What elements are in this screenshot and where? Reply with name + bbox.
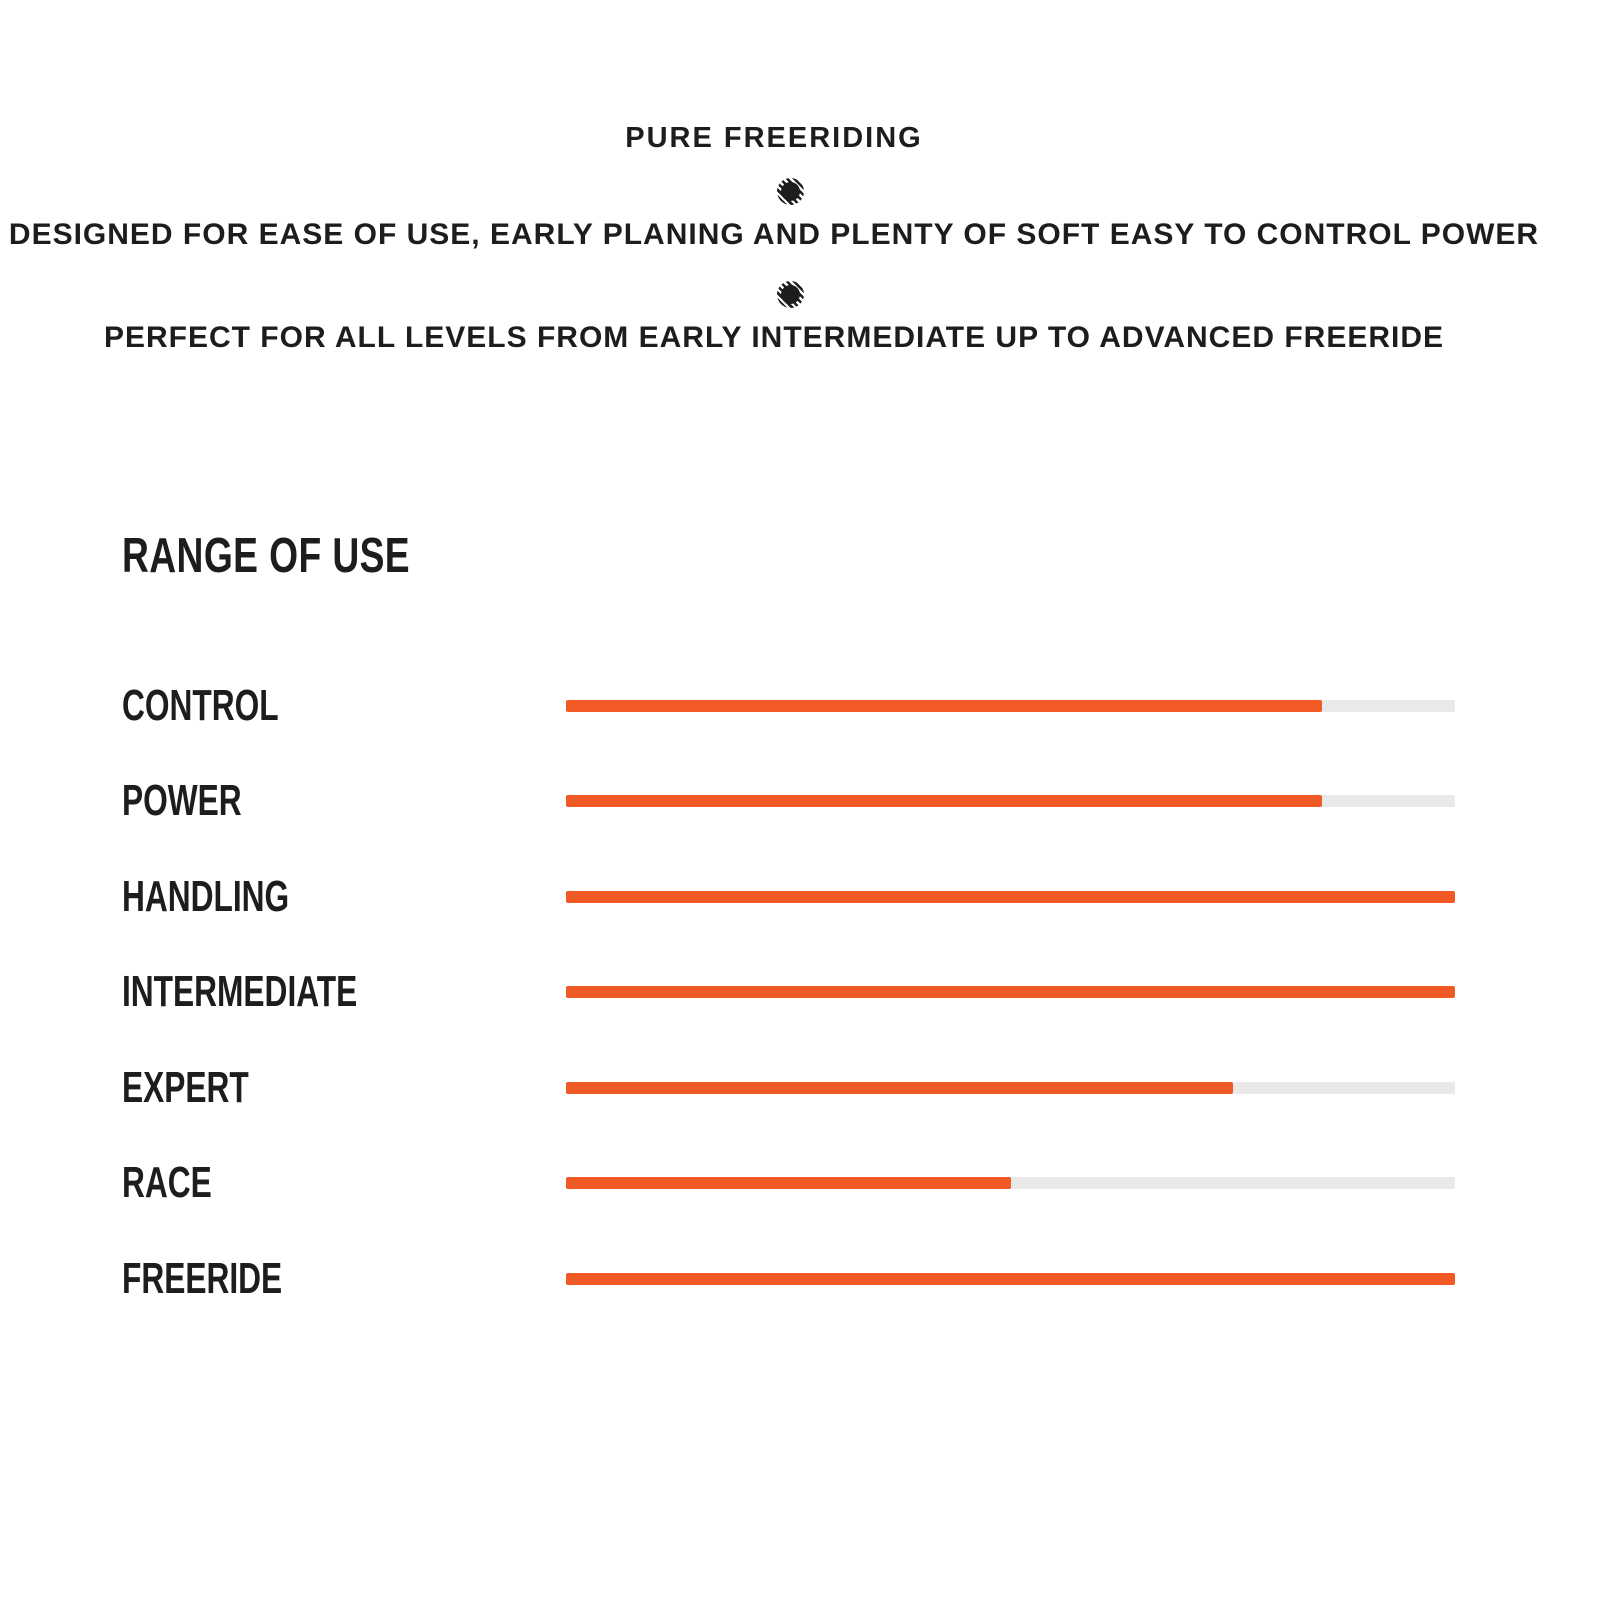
chart-row	[0, 1231, 1600, 1327]
bar-fill	[566, 891, 1455, 903]
row-label	[122, 1158, 247, 1208]
chart-title	[122, 529, 501, 583]
bar-track	[566, 700, 1455, 712]
row-label-text: EXPERT	[122, 1062, 249, 1112]
scribble-dot-icon	[777, 281, 804, 308]
row-label-text: HANDLING	[122, 871, 290, 921]
row-label	[122, 776, 288, 826]
chart-title-text: RANGE OF USE	[122, 529, 411, 583]
row-label-text: RACE	[122, 1158, 212, 1208]
chart-row	[0, 1040, 1600, 1136]
description-line-2: PERFECT FOR ALL LEVELS FROM EARLY INTERMEDIATE UP TO ADVANCED FREERIDE	[103, 321, 1445, 354]
bar-fill	[566, 1082, 1233, 1094]
row-label-text: INTERMEDIATE	[122, 967, 358, 1017]
range-of-use-chart	[0, 658, 1600, 1327]
chart-row	[0, 1136, 1600, 1232]
bar-track	[566, 1082, 1455, 1094]
row-label	[122, 1254, 344, 1304]
row-label	[122, 872, 354, 922]
row-label	[122, 1063, 298, 1113]
bar-fill	[566, 1177, 1011, 1189]
chart-row	[0, 658, 1600, 754]
scribble-dot-icon	[777, 178, 804, 205]
bar-track	[566, 1273, 1455, 1285]
row-label-text: CONTROL	[122, 680, 279, 730]
row-label-text: FREERIDE	[122, 1253, 283, 1303]
bar-track	[566, 891, 1455, 903]
chart-row	[0, 945, 1600, 1041]
bar-track	[566, 986, 1455, 998]
bar-fill	[566, 1273, 1455, 1285]
bar-fill	[566, 700, 1322, 712]
bar-track	[566, 1177, 1455, 1189]
chart-row	[0, 849, 1600, 945]
bar-fill	[566, 986, 1455, 998]
bar-fill	[566, 795, 1322, 807]
row-label-text: POWER	[122, 776, 242, 826]
row-label	[122, 967, 449, 1017]
chart-row	[0, 754, 1600, 850]
page-title: PURE FREERIDING	[625, 122, 923, 154]
row-label	[122, 681, 340, 731]
bar-track	[566, 795, 1455, 807]
description-line-1: DESIGNED FOR EASE OF USE, EARLY PLANING AND PLENTY OF SOFT EASY TO CONTROL POWER	[8, 218, 1540, 251]
